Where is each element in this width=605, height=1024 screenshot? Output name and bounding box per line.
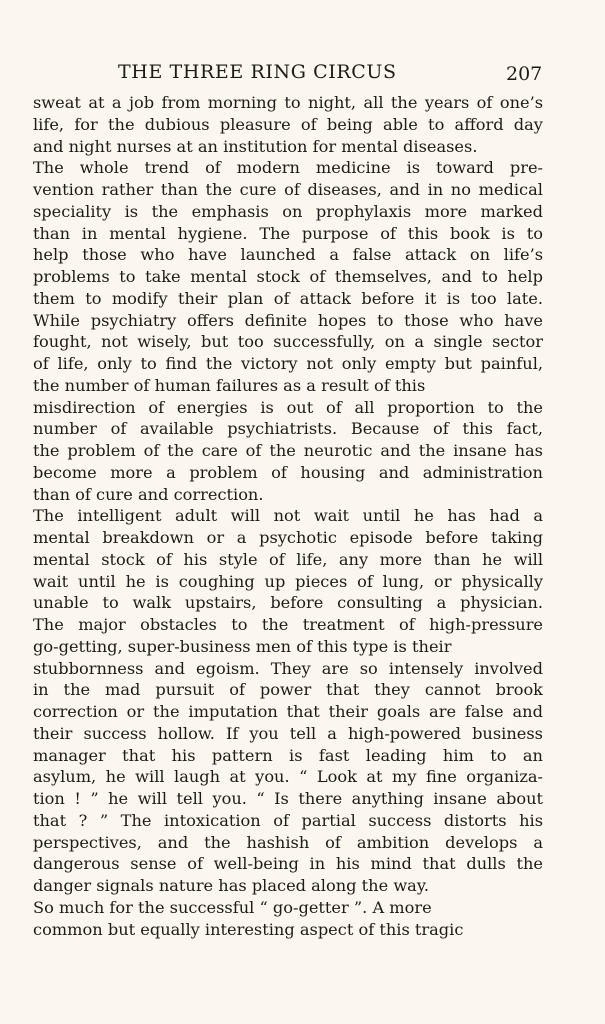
text-line: and night nurses at an institution for mental diseases. xyxy=(33,136,478,156)
text-line: danger signals nature has placed along the way. xyxy=(33,876,429,895)
text-line: become more a problem of housing and administration xyxy=(33,462,543,482)
text-line: manager that his pattern is fast leading him to an xyxy=(33,745,543,765)
text-line: of life, only to find the victory not only empty but painful, xyxy=(33,354,543,373)
text-line: that ? ” The intoxication of partial success distorts his xyxy=(33,810,543,830)
text-line: the problem of the care of the neurotic and the insane has xyxy=(33,441,543,460)
text-line: wait until he is coughing up pieces of lung, or physically xyxy=(33,571,543,591)
text-line: perspectives, and the hashish of ambition develops a xyxy=(33,832,543,852)
text-line: than of cure and correction. xyxy=(33,484,264,504)
text-line: correction or the imputation that their goals are false and xyxy=(33,702,543,721)
text-line: dangerous sense of well-being in his mind that dulls the xyxy=(33,854,543,874)
text-line: The whole trend of modern medicine is toward pre- xyxy=(33,158,543,178)
text-line: asylum, he will laugh at you. “ Look at my fine organiza- xyxy=(33,767,543,787)
text-line: unable to walk upstairs, before consulting a physician. xyxy=(33,593,543,613)
text-line: help those who have launched a false attack on life’s xyxy=(33,245,543,265)
running-head xyxy=(0,58,605,88)
text-line: vention rather than the cure of diseases, and in no medical xyxy=(33,180,543,199)
text-line: number of available psychiatrists. Because of this fact, xyxy=(33,419,543,439)
text-line: than in mental hygiene. The purpose of this book is to xyxy=(33,223,543,243)
body-text xyxy=(33,92,543,940)
text-line: The intelligent adult will not wait until he has had a xyxy=(33,506,543,526)
running-title: THE THREE RING CIRCUS xyxy=(118,61,397,83)
text-line: go-getting, super-business men of this type is their xyxy=(33,636,452,656)
text-line: speciality is the emphasis on prophylaxis more marked xyxy=(33,201,543,221)
text-line: the number of human failures as a result of this xyxy=(33,375,426,395)
text-line: The major obstacles to the treatment of high-pressure xyxy=(33,615,543,634)
text-line: problems to take mental stock of themselves, and to help xyxy=(33,267,543,286)
text-line: common but equally interesting aspect of this tragic xyxy=(33,919,464,939)
text-line: mental breakdown or a psychotic episode before taking xyxy=(33,528,543,547)
text-line: sweat at a job from morning to night, all the years of one’s xyxy=(33,93,543,112)
text-line: mental stock of his style of life, any more than he will xyxy=(33,549,543,569)
text-line: their success hollow. If you tell a high-powered business xyxy=(33,723,543,743)
text-line: misdirection of energies is out of all proportion to the xyxy=(33,397,543,417)
text-line: stubbornness and egoism. They are so intensely involved xyxy=(33,658,543,678)
text-line: fought, not wisely, but too successfully, on a single sector xyxy=(33,332,543,352)
text-line: While psychiatry offers definite hopes to those who have xyxy=(33,310,543,330)
text-line: life, for the dubious pleasure of being able to afford day xyxy=(33,114,543,134)
text-line: So much for the successful “ go-getter ”. A more xyxy=(33,897,432,917)
text-line: in the mad pursuit of power that they cannot brook xyxy=(33,680,543,700)
text-line: tion ! ” he will tell you. “ Is there anything insane about xyxy=(33,789,543,808)
page-number: 207 xyxy=(506,63,543,85)
text-line: them to modify their plan of attack before it is too late. xyxy=(33,288,543,308)
